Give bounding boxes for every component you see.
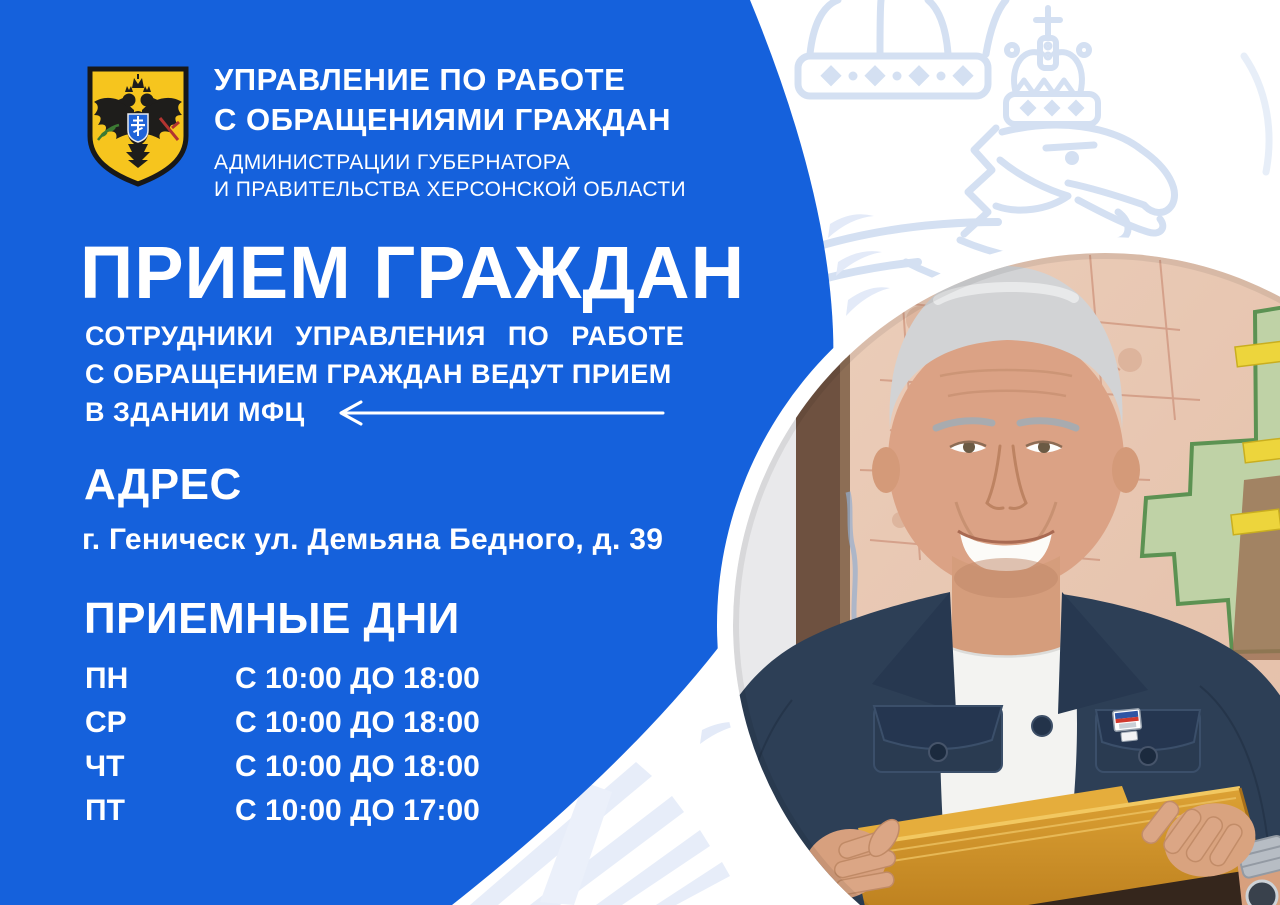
schedule-row <box>85 794 480 838</box>
schedule-time: С 10:00 ДО 17:00 <box>235 794 480 827</box>
org-subtitle <box>214 149 686 203</box>
org-title <box>214 60 686 140</box>
description-line2: С ОБРАЩЕНИЕМ ГРАЖДАН ВЕДУТ ПРИЕМ <box>85 359 672 389</box>
address-value: г. Геническ ул. Демьяна Бедного, д. 39 <box>82 523 664 556</box>
org-subtitle-line1: АДМИНИСТРАЦИИ ГУБЕРНАТОРА <box>214 151 571 174</box>
description <box>85 317 684 431</box>
watch-face <box>1247 881 1277 905</box>
schedule-day: ПТ <box>85 794 125 827</box>
schedule-row <box>85 706 480 750</box>
org-subtitle-line2: И ПРАВИТЕЛЬСТВА ХЕРСОНСКОЙ ОБЛАСТИ <box>214 178 686 201</box>
left-arrow-icon <box>333 398 668 428</box>
schedule-time: С 10:00 ДО 18:00 <box>235 662 480 695</box>
schedule-day: СР <box>85 706 127 739</box>
org-title-line1: УПРАВЛЕНИЕ ПО РАБОТЕ <box>214 62 626 97</box>
schedule-time: С 10:00 ДО 18:00 <box>235 750 480 783</box>
description-line3: В ЗДАНИИ МФЦ <box>85 397 305 427</box>
schedule-table <box>85 662 480 838</box>
description-line3-row <box>85 393 684 431</box>
schedule-day: ЧТ <box>85 750 125 783</box>
org-header <box>214 60 686 203</box>
schedule-row <box>85 750 480 794</box>
org-title-line2: С ОБРАЩЕНИЯМИ ГРАЖДАН <box>214 102 671 137</box>
address-heading: АДРЕС <box>84 460 242 509</box>
right-ear <box>1112 447 1140 493</box>
neck-shadow <box>954 558 1058 598</box>
chest-shield <box>128 114 148 142</box>
page-title: ПРИЕМ ГРАЖДАН <box>80 231 746 314</box>
description-line1: СОТРУДНИКИ УПРАВЛЕНИЯ ПО РАБОТЕ <box>85 321 685 351</box>
schedule-time: С 10:00 ДО 18:00 <box>235 706 480 739</box>
left-ear <box>872 447 900 493</box>
schedule-heading: ПРИЕМНЫЕ ДНИ <box>84 594 460 643</box>
schedule-day: ПН <box>85 662 129 695</box>
shirt-button <box>1032 716 1052 736</box>
coat-of-arms-emblem-icon <box>84 64 192 190</box>
schedule-row <box>85 662 480 706</box>
